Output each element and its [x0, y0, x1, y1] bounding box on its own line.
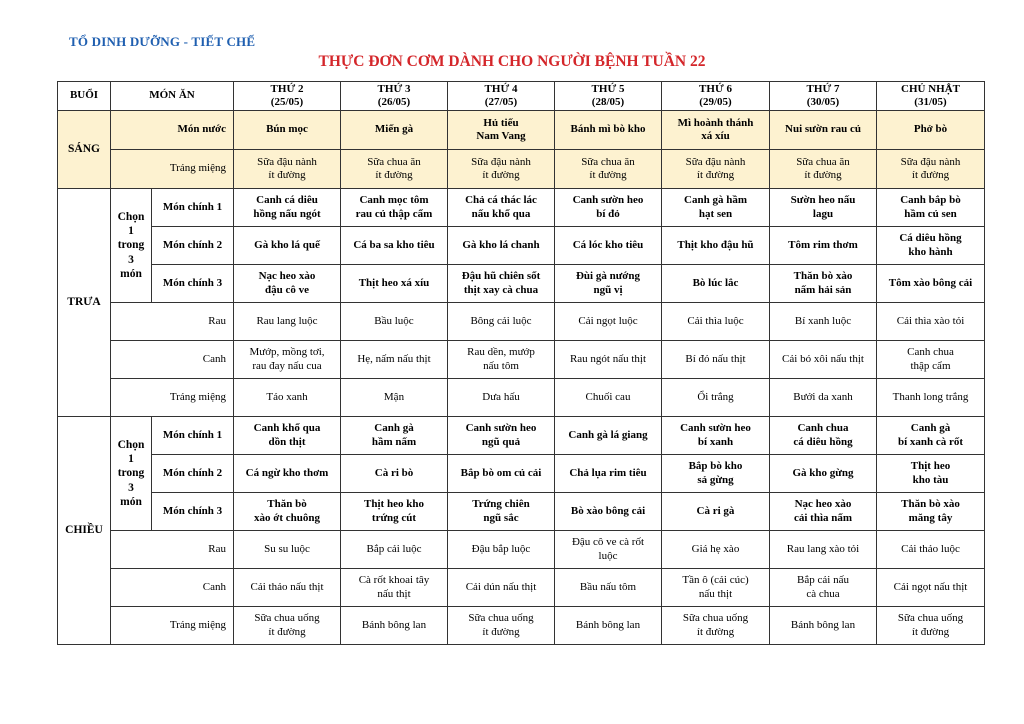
side-dish-row	[58, 379, 985, 417]
menu-cell: Nạc heo xào cải thìa nấm	[770, 493, 877, 531]
menu-cell: Rau lang xào tỏi	[770, 531, 877, 569]
menu-cell: Cải bó xôi nấu thịt	[770, 341, 877, 379]
side-dish-row	[58, 569, 985, 607]
menu-cell: Thịt heo kho trứng cút	[341, 493, 448, 531]
menu-cell: Bí đỏ nấu thịt	[662, 341, 770, 379]
main-dish-row	[58, 455, 985, 493]
choose-one-of-three: Chọn 1 trong 3 món	[111, 189, 152, 303]
dish-type-label: Rau	[111, 303, 234, 341]
choose-one-of-three: Chọn 1 trong 3 món	[111, 417, 152, 531]
menu-cell: Bầu luộc	[341, 303, 448, 341]
menu-cell: Rau lang luộc	[234, 303, 341, 341]
menu-cell: Chuối cau	[555, 379, 662, 417]
menu-cell: Sữa đậu nành ít đường	[662, 150, 770, 189]
menu-cell: Bông cải luộc	[448, 303, 555, 341]
menu-cell: Thịt heo kho tàu	[877, 455, 985, 493]
dish-type-label: Món nước	[111, 111, 234, 150]
menu-cell: Bưởi da xanh	[770, 379, 877, 417]
menu-cell: Mướp, mồng tơi, rau đay nấu cua	[234, 341, 341, 379]
menu-cell: Đậu cô ve cà rốt luộc	[555, 531, 662, 569]
menu-cell: Mận	[341, 379, 448, 417]
menu-cell: Tôm xào bông cải	[877, 265, 985, 303]
session-label-morning: SÁNG	[58, 111, 111, 189]
menu-cell: Cá lóc kho tiêu	[555, 227, 662, 265]
menu-cell: Cải thìa xào tỏi	[877, 303, 985, 341]
header-row	[58, 82, 985, 111]
menu-cell: Đùi gà nướng ngũ vị	[555, 265, 662, 303]
menu-cell: Sườn heo nấu lagu	[770, 189, 877, 227]
day-header: THỨ 3 (26/05)	[341, 82, 448, 111]
menu-cell: Cà ri gà	[662, 493, 770, 531]
menu-cell: Canh sườn heo bí xanh	[662, 417, 770, 455]
menu-cell: Rau dền, mướp nấu tôm	[448, 341, 555, 379]
dish-type-label: Tráng miệng	[111, 150, 234, 189]
dish-type-label: Rau	[111, 531, 234, 569]
menu-cell: Canh chua thập cẩm	[877, 341, 985, 379]
menu-cell: Cải thảo nấu thịt	[234, 569, 341, 607]
menu-cell: Sữa chua uống ít đường	[877, 607, 985, 645]
side-dish-row	[58, 531, 985, 569]
side-dish-row	[58, 303, 985, 341]
menu-cell: Nui sườn rau củ	[770, 111, 877, 150]
menu-cell: Bắp cải nấu cà chua	[770, 569, 877, 607]
menu-cell: Bánh bông lan	[770, 607, 877, 645]
menu-cell: Sữa chua uống ít đường	[448, 607, 555, 645]
menu-cell: Gà kho lá chanh	[448, 227, 555, 265]
menu-cell: Tôm rim thơm	[770, 227, 877, 265]
menu-cell: Thanh long trắng	[877, 379, 985, 417]
menu-cell: Đậu hũ chiên sốt thịt xay cà chua	[448, 265, 555, 303]
menu-cell: Bánh mì bò kho	[555, 111, 662, 150]
menu-cell: Canh gà lá giang	[555, 417, 662, 455]
dish-header: MÓN ĂN	[111, 82, 234, 111]
main-dish-label: Món chính 2	[152, 227, 234, 265]
menu-cell: Canh gà hầm nấm	[341, 417, 448, 455]
dish-type-label: Canh	[111, 341, 234, 379]
dish-type-label: Tráng miệng	[111, 607, 234, 645]
session-header: BUỔI	[58, 82, 111, 111]
side-dish-row	[58, 607, 985, 645]
menu-cell: Cải thảo luộc	[877, 531, 985, 569]
menu-cell: Cải ngọt nấu thịt	[877, 569, 985, 607]
menu-cell: Mì hoành thánh xá xíu	[662, 111, 770, 150]
menu-cell: Canh sườn heo ngũ quả	[448, 417, 555, 455]
menu-cell: Cà ri bò	[341, 455, 448, 493]
menu-cell: Rau ngót nấu thịt	[555, 341, 662, 379]
day-header: THỨ 7 (30/05)	[770, 82, 877, 111]
menu-cell: Sữa đậu nành ít đường	[877, 150, 985, 189]
menu-cell: Thăn bò xào măng tây	[877, 493, 985, 531]
menu-cell: Canh cá diêu hồng nấu ngót	[234, 189, 341, 227]
morning-row	[58, 150, 985, 189]
menu-cell: Gà kho lá quế	[234, 227, 341, 265]
main-dish-label: Món chính 2	[152, 455, 234, 493]
menu-cell: Cá diêu hồng kho hành	[877, 227, 985, 265]
menu-cell: Su su luộc	[234, 531, 341, 569]
day-header: THỨ 4 (27/05)	[448, 82, 555, 111]
menu-cell: Thăn bò xào nấm hải sản	[770, 265, 877, 303]
menu-cell: Canh chua cá diêu hồng	[770, 417, 877, 455]
menu-cell: Canh bắp bò hầm củ sen	[877, 189, 985, 227]
main-dish-row	[58, 265, 985, 303]
menu-cell: Bánh bông lan	[555, 607, 662, 645]
menu-cell: Nạc heo xào đậu cô ve	[234, 265, 341, 303]
menu-cell: Sữa đậu nành ít đường	[448, 150, 555, 189]
menu-cell: Dưa hấu	[448, 379, 555, 417]
day-header: THỨ 5 (28/05)	[555, 82, 662, 111]
menu-cell: Sữa chua ăn ít đường	[341, 150, 448, 189]
main-dish-row	[58, 417, 985, 455]
menu-cell: Cải thìa luộc	[662, 303, 770, 341]
morning-row	[58, 111, 985, 150]
menu-cell: Trứng chiên ngũ sắc	[448, 493, 555, 531]
main-dish-label: Món chính 1	[152, 189, 234, 227]
menu-cell: Miến gà	[341, 111, 448, 150]
menu-cell: Bắp bò om củ cải	[448, 455, 555, 493]
main-dish-label: Món chính 3	[152, 493, 234, 531]
day-header: THỨ 2 (25/05)	[234, 82, 341, 111]
org-name: TỔ DINH DƯỠNG - TIẾT CHẾ	[69, 34, 256, 49]
menu-cell: Bò lúc lắc	[662, 265, 770, 303]
menu-cell: Bún mọc	[234, 111, 341, 150]
weekly-menu-table	[57, 81, 985, 645]
menu-cell: Sữa chua uống ít đường	[662, 607, 770, 645]
menu-cell: Gà kho gừng	[770, 455, 877, 493]
menu-cell: Bò xào bông cải	[555, 493, 662, 531]
menu-cell: Sữa chua ăn ít đường	[555, 150, 662, 189]
menu-cell: Ổi trắng	[662, 379, 770, 417]
session-label-afternoon: CHIỀU	[58, 417, 111, 645]
main-dish-label: Món chính 1	[152, 417, 234, 455]
main-dish-row	[58, 493, 985, 531]
menu-cell: Sữa đậu nành ít đường	[234, 150, 341, 189]
menu-cell: Hẹ, nấm nấu thịt	[341, 341, 448, 379]
menu-cell: Cá ba sa kho tiêu	[341, 227, 448, 265]
day-header: CHỦ NHẬT (31/05)	[877, 82, 985, 111]
menu-cell: Đậu bắp luộc	[448, 531, 555, 569]
menu-cell: Chả lụa rim tiêu	[555, 455, 662, 493]
main-dish-row	[58, 227, 985, 265]
menu-cell: Canh gà bí xanh cà rốt	[877, 417, 985, 455]
menu-cell: Bầu nấu tôm	[555, 569, 662, 607]
menu-cell: Chả cá thác lác nấu khổ qua	[448, 189, 555, 227]
page-title: THỰC ĐƠN CƠM DÀNH CHO NGƯỜI BỆNH TUẦN 22	[318, 53, 706, 70]
menu-cell: Táo xanh	[234, 379, 341, 417]
menu-cell: Thịt heo xá xíu	[341, 265, 448, 303]
menu-cell: Tần ô (cải cúc) nấu thịt	[662, 569, 770, 607]
session-label-noon: TRƯA	[58, 189, 111, 417]
menu-cell: Bánh bông lan	[341, 607, 448, 645]
menu-cell: Bắp bò kho sả gừng	[662, 455, 770, 493]
menu-cell: Bí xanh luộc	[770, 303, 877, 341]
menu-cell: Cá ngừ kho thơm	[234, 455, 341, 493]
menu-cell: Giá hẹ xào	[662, 531, 770, 569]
menu-cell: Cải ngọt luộc	[555, 303, 662, 341]
main-dish-row	[58, 189, 985, 227]
menu-cell: Canh khổ qua dồn thịt	[234, 417, 341, 455]
menu-cell: Thăn bò xào ớt chuông	[234, 493, 341, 531]
menu-cell: Cải dún nấu thịt	[448, 569, 555, 607]
dish-type-label: Tráng miệng	[111, 379, 234, 417]
menu-cell: Thịt kho đậu hũ	[662, 227, 770, 265]
menu-cell: Hủ tiếu Nam Vang	[448, 111, 555, 150]
menu-cell: Phở bò	[877, 111, 985, 150]
dish-type-label: Canh	[111, 569, 234, 607]
menu-cell: Canh gà hầm hạt sen	[662, 189, 770, 227]
main-dish-label: Món chính 3	[152, 265, 234, 303]
day-header: THỨ 6 (29/05)	[662, 82, 770, 111]
menu-cell: Canh sườn heo bí đỏ	[555, 189, 662, 227]
menu-cell: Canh mọc tôm rau củ thập cẩm	[341, 189, 448, 227]
menu-cell: Cà rốt khoai tây nấu thịt	[341, 569, 448, 607]
side-dish-row	[58, 341, 985, 379]
menu-cell: Sữa chua uống ít đường	[234, 607, 341, 645]
menu-cell: Sữa chua ăn ít đường	[770, 150, 877, 189]
menu-cell: Bắp cải luộc	[341, 531, 448, 569]
